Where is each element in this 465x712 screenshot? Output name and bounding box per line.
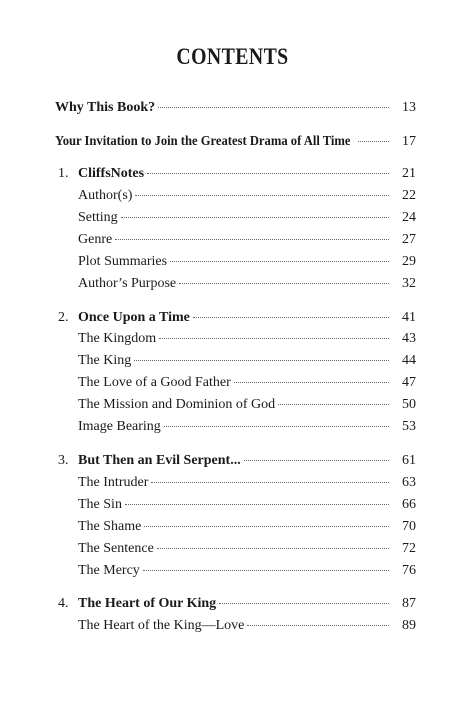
chapter-title: But Then an Evil Serpent... <box>78 453 241 468</box>
dot-leader <box>157 548 389 549</box>
toc-page-number: 17 <box>402 134 416 149</box>
dot-leader <box>247 625 389 626</box>
dot-leader <box>358 141 389 142</box>
toc-page-number: 32 <box>402 276 416 291</box>
toc-page-number: 63 <box>402 475 416 490</box>
toc-section[interactable] <box>78 187 416 205</box>
section-title: The Sin <box>78 497 122 512</box>
toc-section[interactable] <box>78 540 416 558</box>
toc-page-number: 70 <box>402 519 416 534</box>
dot-leader <box>234 382 389 383</box>
toc-section[interactable] <box>78 518 416 536</box>
toc-page-number: 66 <box>402 497 416 512</box>
toc-section[interactable] <box>78 496 416 514</box>
page-title: CONTENTS <box>176 44 289 69</box>
toc-page-number: 29 <box>402 254 416 269</box>
section-title: The King <box>78 353 132 368</box>
toc-chapter-4[interactable] <box>58 595 416 613</box>
toc-page-number: 47 <box>402 375 416 390</box>
toc-section[interactable] <box>78 617 416 635</box>
section-title: The Intruder <box>78 475 149 490</box>
toc-page-number: 61 <box>402 453 416 468</box>
section-title: The Mission and Dominion of God <box>78 397 276 412</box>
dot-leader <box>144 526 389 527</box>
section-title: The Shame <box>78 519 142 534</box>
toc-entry-why-this-book[interactable] <box>55 99 416 117</box>
toc-page-number: 44 <box>402 353 416 368</box>
toc-page-number: 89 <box>402 618 416 633</box>
dot-leader <box>179 283 389 284</box>
dot-leader <box>158 107 389 108</box>
dot-leader <box>159 338 389 339</box>
section-title: Setting <box>78 210 118 225</box>
dot-leader <box>135 195 389 196</box>
dot-leader <box>170 261 389 262</box>
section-title: The Sentence <box>78 541 154 556</box>
toc-section[interactable] <box>78 374 416 392</box>
toc-page-number: 22 <box>402 188 416 203</box>
toc-entry-label: Why This Book? <box>55 100 156 115</box>
chapter-number: 4. <box>58 596 69 611</box>
dot-leader <box>244 460 389 461</box>
section-title: Plot Summaries <box>78 254 168 269</box>
dot-leader <box>151 482 389 483</box>
chapter-number: 1. <box>58 166 69 181</box>
toc-page-number: 50 <box>402 397 416 412</box>
dot-leader <box>143 570 389 571</box>
chapter-title: The Heart of Our King <box>78 596 217 611</box>
toc-section[interactable] <box>78 231 416 249</box>
toc-page-number: 53 <box>402 419 416 434</box>
toc-page-number: 27 <box>402 232 416 247</box>
toc-section[interactable] <box>78 253 416 271</box>
section-title: Image Bearing <box>78 419 161 434</box>
section-title: Genre <box>78 232 113 247</box>
toc-page-number: 76 <box>402 563 416 578</box>
toc-page-number: 21 <box>402 166 416 181</box>
dot-leader <box>115 239 389 240</box>
dot-leader <box>278 404 389 405</box>
toc-chapter-1[interactable] <box>58 165 416 183</box>
dot-leader <box>121 217 389 218</box>
toc-page-number: 41 <box>402 310 416 325</box>
dot-leader <box>164 426 389 427</box>
chapter-number: 3. <box>58 453 69 468</box>
chapter-title: CliffsNotes <box>78 166 145 181</box>
toc-section[interactable] <box>78 209 416 227</box>
toc-entry-invitation[interactable] <box>55 133 416 151</box>
toc-section[interactable] <box>78 330 416 348</box>
toc-entry-label-text: Your Invitation to Join the Greatest Drama of All Time <box>55 134 351 149</box>
toc-section[interactable] <box>78 418 416 436</box>
dot-leader <box>193 317 389 318</box>
toc-chapter-3[interactable] <box>58 452 416 470</box>
section-title: The Mercy <box>78 563 140 578</box>
section-title: The Love of a Good Father <box>78 375 231 390</box>
toc-section[interactable] <box>78 562 416 580</box>
toc-page-number: 87 <box>402 596 416 611</box>
chapter-title: Once Upon a Time <box>78 310 190 325</box>
chapter-number: 2. <box>58 310 69 325</box>
toc-entry-label <box>55 133 355 151</box>
toc-section[interactable] <box>78 352 416 370</box>
section-title: Author(s) <box>78 188 133 203</box>
section-title: The Heart of the King—Love <box>78 618 245 633</box>
toc-page-number: 13 <box>402 100 416 115</box>
toc-section[interactable] <box>78 396 416 414</box>
toc-page-number: 72 <box>402 541 416 556</box>
toc-chapter-2[interactable] <box>58 309 416 327</box>
dot-leader <box>134 360 389 361</box>
section-title: Author’s Purpose <box>78 276 177 291</box>
toc-page-number: 43 <box>402 331 416 346</box>
toc-section[interactable] <box>78 275 416 293</box>
toc-page-number: 24 <box>402 210 416 225</box>
section-title: The Kingdom <box>78 331 157 346</box>
dot-leader <box>147 173 389 174</box>
toc-section[interactable] <box>78 474 416 492</box>
dot-leader <box>125 504 389 505</box>
dot-leader <box>219 603 389 604</box>
